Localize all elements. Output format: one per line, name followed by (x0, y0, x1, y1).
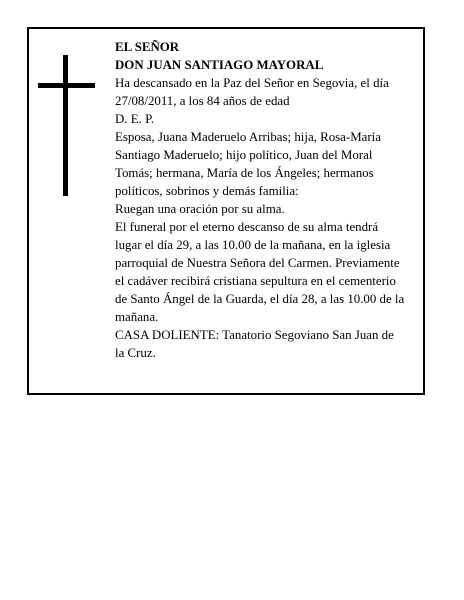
mourning-house: CASA DOLIENTE: Tanatorio Segoviano San Juan de la Cruz. (115, 328, 394, 360)
deceased-name: DON JUAN SANTIAGO MAYORAL (115, 58, 324, 72)
rip-line: D. E. P. (115, 112, 155, 126)
death-announcement: Ha descansado en la Paz del Señor en Segovia, el día 27/08/2011, a los 84 años de edad (115, 76, 389, 108)
family-members: Esposa, Juana Maderuelo Arribas; hija, Rosa-María Santiago Maderuelo; hijo político, Juan del Moral Tomás; hermana, María de los Ángeles; hermanos políticos, sobrinos y demás familia: (115, 130, 381, 198)
obituary-text (115, 38, 423, 362)
cross-vertical-bar (63, 55, 68, 196)
prayer-request: Ruegan una oración por su alma. (115, 202, 285, 216)
funeral-details: El funeral por el eterno descanso de su alma tendrá lugar el día 29, a las 10.00 de la mañana, en la iglesia parroquial de Nuestra Señora del Carmen. Previamente el cadáver recibirá cristiana sepultura en el cementerio de Santo Ángel de la Guarda, el día 28, a las 10.00 de la mañana. (115, 220, 405, 324)
title-line-1: EL SEÑOR (115, 40, 180, 54)
cross-horizontal-bar (38, 83, 95, 88)
